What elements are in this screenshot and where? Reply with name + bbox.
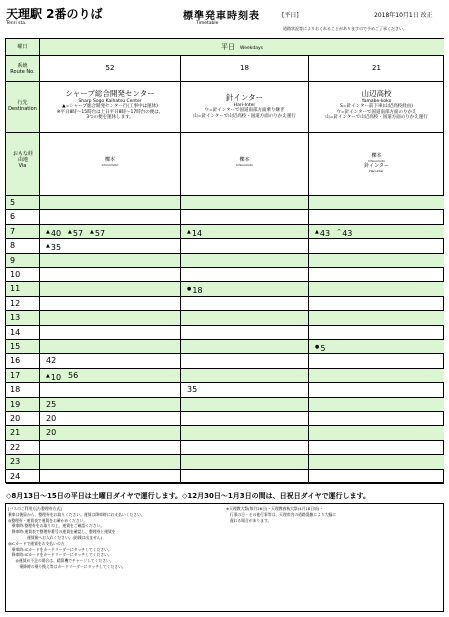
minutes-cell	[309, 268, 444, 282]
hour-label: 7	[6, 225, 40, 239]
destination-label: 行先	[17, 100, 28, 106]
via-stop: 櫟本	[239, 157, 250, 163]
minutes-cell	[181, 225, 309, 239]
minutes-cell	[309, 340, 444, 354]
route-number-1: 52	[40, 56, 181, 82]
usage-info-line: 降車時:ICカードをカードリーダーにタッチしてください。	[8, 552, 112, 558]
minutes-cell	[309, 311, 444, 325]
via-stop-en: Ichinomoto	[368, 159, 385, 163]
minutes-cell	[40, 282, 181, 296]
hour-label: 19	[6, 398, 40, 412]
minutes-cell	[309, 383, 444, 397]
via-cell-3	[309, 133, 444, 196]
minutes-cell	[309, 282, 444, 296]
destination-note: ウ=針インターで国道南部方面のりかえ	[336, 109, 417, 115]
minutes-cell	[181, 383, 309, 397]
minutes-cell	[181, 210, 309, 224]
destination-cell-3	[309, 82, 444, 133]
weekday-banner	[40, 39, 444, 56]
usage-info-line: 乗降時の乗り換え等はカードリーダーにタッチしてください。	[8, 563, 126, 569]
destination-name: シャープ総合開発センター	[65, 89, 155, 98]
hour-label: 11	[6, 282, 40, 296]
minutes-cell	[181, 354, 309, 368]
departure-time: 20	[46, 428, 57, 438]
delay-note: 道路状況等によりおくれることがありますので予めご了承ください。	[283, 26, 407, 31]
usage-info-line: ◎運賃が不足の場合は、精算機でチャージしてください。	[8, 558, 114, 564]
departure-mark: ▲	[68, 228, 72, 235]
hour-label: 15	[6, 340, 40, 354]
destination-cell-1	[40, 82, 181, 133]
hour-label: 22	[6, 441, 40, 455]
departure-time: 18	[192, 286, 203, 296]
departure-minute	[46, 412, 56, 426]
departure-minute	[187, 282, 203, 296]
minutes-cell	[40, 470, 181, 484]
station-name-en: Tenri sta.	[6, 21, 27, 26]
minutes-cell	[40, 441, 181, 455]
departure-minute	[315, 340, 325, 354]
minutes-cell	[181, 340, 309, 354]
label-route-no	[6, 56, 40, 82]
page-title: 標準発車時刻表	[183, 11, 260, 22]
label-via	[6, 133, 40, 196]
departure-mark: ▲	[46, 372, 50, 379]
destination-note: ※平日8時～15時台は土日平日8時～17時台の便は、	[56, 109, 164, 115]
destination-name: 針インター	[225, 93, 264, 102]
usage-info-line: 遅れる場合があります。	[226, 517, 272, 523]
hour-label: 20	[6, 412, 40, 426]
departure-mark: ^	[337, 228, 342, 235]
departure-minute	[46, 426, 56, 440]
departure-mark: ▲	[46, 243, 50, 250]
departure-time: 56	[68, 370, 79, 380]
weekday-label-en: Weekdays	[240, 46, 263, 51]
page-title-en: Timetable	[196, 21, 219, 26]
departure-minute	[46, 225, 61, 239]
minutes-cell	[181, 196, 309, 210]
minutes-cell	[181, 455, 309, 469]
departure-minute	[187, 225, 202, 239]
departure-mark: ▲	[315, 228, 319, 235]
usage-info-left	[8, 506, 218, 570]
hour-label: 13	[6, 311, 40, 325]
minutes-cell	[40, 383, 181, 397]
minutes-cell	[181, 326, 309, 340]
minutes-cell	[181, 311, 309, 325]
label-destination	[6, 82, 40, 133]
minutes-cell	[309, 297, 444, 311]
departure-minute	[315, 225, 330, 239]
usage-info-line: 行事の日・その他行事等は、天理市内の道路混雑により大幅に	[226, 511, 337, 517]
usage-info-line: ◎整理券・運賃表で運賃をお確かめください。	[8, 517, 88, 523]
departure-time: 57	[72, 228, 84, 238]
departure-time: 43	[342, 228, 353, 238]
revision-date: 2018年10月1日 改正	[374, 12, 433, 19]
minutes-cell	[309, 210, 444, 224]
minutes-cell	[40, 412, 181, 426]
usage-info-line: 運賃箱へお入れください。(釣銭は出ません)	[8, 534, 103, 540]
minutes-cell	[181, 282, 309, 296]
departure-minute	[68, 369, 78, 383]
via-cell-1	[40, 133, 181, 196]
minutes-cell	[40, 297, 181, 311]
minutes-cell	[309, 239, 444, 253]
destination-name-en: Yamabe-koko	[361, 99, 392, 104]
usage-info-box	[5, 503, 444, 612]
hour-label: 10	[6, 268, 40, 282]
route-no-label: 系統	[17, 63, 28, 69]
day-type: [平日]	[282, 12, 299, 19]
hour-label: 9	[6, 254, 40, 268]
minutes-cell	[181, 254, 309, 268]
minutes-cell	[181, 268, 309, 282]
departure-mark: ▲	[90, 228, 94, 235]
minutes-cell	[181, 470, 309, 484]
departure-mark: ▲	[46, 228, 50, 235]
minutes-cell	[309, 470, 444, 484]
departure-mark: ●	[315, 344, 320, 350]
minutes-cell	[181, 239, 309, 253]
minutes-cell	[309, 398, 444, 412]
via-label-en: Via	[18, 163, 27, 169]
hour-label: 24	[6, 470, 40, 484]
destination-note: 3つの便を運休します。	[86, 115, 134, 120]
weekday-label: 平日	[221, 43, 236, 51]
departure-time: 10	[50, 372, 62, 382]
via-stop: 櫟本	[104, 157, 115, 163]
via-cell-2	[181, 133, 309, 196]
hour-label: 5	[6, 196, 40, 210]
hour-label: 12	[6, 297, 40, 311]
hour-label: 17	[6, 369, 40, 383]
minutes-cell	[181, 426, 309, 440]
departure-time: 35	[50, 243, 62, 253]
via-stop-en: Ichinomoto	[101, 163, 119, 167]
minutes-cell	[40, 210, 181, 224]
usage-info-line: ◎ICカードで運賃をお支払いの方	[8, 540, 65, 546]
destination-note: 山=針インターで山辺高校・国道方面のりかえ運行	[325, 115, 428, 120]
departure-minute	[90, 225, 105, 239]
minutes-cell	[40, 354, 181, 368]
hour-label: 14	[6, 326, 40, 340]
station-name: 天理駅 2番のりば	[6, 7, 103, 21]
destination-cell-2	[181, 82, 309, 133]
minutes-cell	[181, 369, 309, 383]
departure-time: 57	[94, 228, 106, 238]
departure-minute	[337, 225, 352, 239]
departure-time: 43	[319, 228, 331, 238]
destination-note: ウ=針インターで国道南部方面乗り継ぎ	[204, 108, 285, 113]
hour-label: 21	[6, 426, 40, 440]
route-number-3: 21	[309, 56, 444, 82]
timetable-grid	[5, 38, 444, 483]
minutes-cell	[309, 196, 444, 210]
minutes-cell	[40, 369, 181, 383]
destination-label-en: Destination	[8, 106, 37, 112]
holiday-notice: ◇8月13日～15日の平日は土曜日ダイヤで運行します。◇12月30日～1月3日の間は、日祝日ダイヤで運行します。	[6, 492, 370, 500]
minutes-cell	[309, 354, 444, 368]
minutes-cell	[181, 297, 309, 311]
minutes-cell	[40, 455, 181, 469]
via-stop: 櫟本	[371, 153, 382, 159]
minutes-cell	[40, 398, 181, 412]
via-stop: 針インター	[364, 163, 389, 169]
departure-time: 14	[191, 228, 203, 238]
departure-minute	[68, 225, 83, 239]
minutes-cell	[309, 455, 444, 469]
minutes-cell	[181, 398, 309, 412]
departure-minute	[46, 239, 61, 253]
via-stop-en: Ichinomoto	[236, 163, 253, 167]
hour-label: 23	[6, 455, 40, 469]
minutes-cell	[40, 426, 181, 440]
route-number-2: 18	[181, 56, 309, 82]
departure-time: 20	[46, 414, 57, 423]
departure-time: 42	[46, 356, 57, 366]
destination-note: ▲=シャープ総合開発センター行(工事中は運休)	[62, 104, 158, 109]
departure-time: 35	[187, 385, 198, 395]
departure-minute	[46, 354, 56, 368]
minutes-cell	[40, 254, 181, 268]
destination-note: 山=針インターで山辺高校・国道方面のりかえ運行	[193, 113, 296, 119]
departure-minute	[46, 369, 61, 383]
usage-info-line: 降車時:運賃表で整理券番号の運賃を確認し、整理券と運賃を	[8, 529, 116, 535]
minutes-cell	[309, 369, 444, 383]
minutes-cell	[309, 326, 444, 340]
minutes-cell	[40, 239, 181, 253]
departure-mark: ▲	[187, 228, 191, 235]
destination-name-en: Hari-Inter	[233, 103, 256, 108]
minutes-cell	[40, 326, 181, 340]
hour-label: 6	[6, 210, 40, 224]
minutes-cell	[309, 254, 444, 268]
departure-mark: ●	[187, 286, 192, 293]
departure-minute	[46, 398, 56, 412]
departure-time: 40	[50, 228, 62, 238]
minutes-cell	[40, 268, 181, 282]
usage-info-line: 乗車時:整理券をお取りの上、運賃をご確認ください。	[8, 523, 105, 529]
minutes-cell	[309, 426, 444, 440]
destination-note: S=針インター前下車(山辺高校経由)	[340, 104, 413, 109]
departure-time: 5	[320, 344, 326, 353]
minutes-cell	[181, 412, 309, 426]
hour-label: 18	[6, 383, 40, 397]
destination-name: 山辺高校	[361, 89, 392, 98]
label-day: 曜日	[6, 39, 40, 56]
minutes-cell	[40, 225, 181, 239]
hour-label: 16	[6, 354, 40, 368]
minutes-cell	[309, 412, 444, 426]
minutes-cell	[181, 441, 309, 455]
usage-info-right	[226, 506, 441, 523]
minutes-cell	[40, 340, 181, 354]
route-no-label-en: Route No.	[10, 69, 35, 75]
minutes-cell	[309, 441, 444, 455]
usage-info-line: 乗車は後扉から、整理券をお取りください。運賃は降車時にお支払いください。	[8, 511, 145, 517]
minutes-cell	[40, 196, 181, 210]
minutes-cell	[40, 311, 181, 325]
usage-info-line: 乗車時:ICカードをカードリーダーにタッチしてください。	[8, 546, 112, 552]
via-stop-en: Hari-Inter	[369, 169, 384, 173]
usage-info-line: ※天理教大祭(毎月26日)・天理教春秋大祭(4月18日頃)・	[226, 506, 324, 511]
departure-minute	[187, 383, 197, 397]
departure-time: 25	[46, 399, 57, 409]
minutes-cell	[309, 225, 444, 239]
usage-info-line: [バスのご利用方法:整理券方式]	[8, 506, 62, 511]
hour-label: 8	[6, 239, 40, 253]
via-label: おもな経由地	[13, 151, 34, 163]
destination-name-en: Sharp Sogo Kaihatsu Center	[78, 99, 142, 104]
